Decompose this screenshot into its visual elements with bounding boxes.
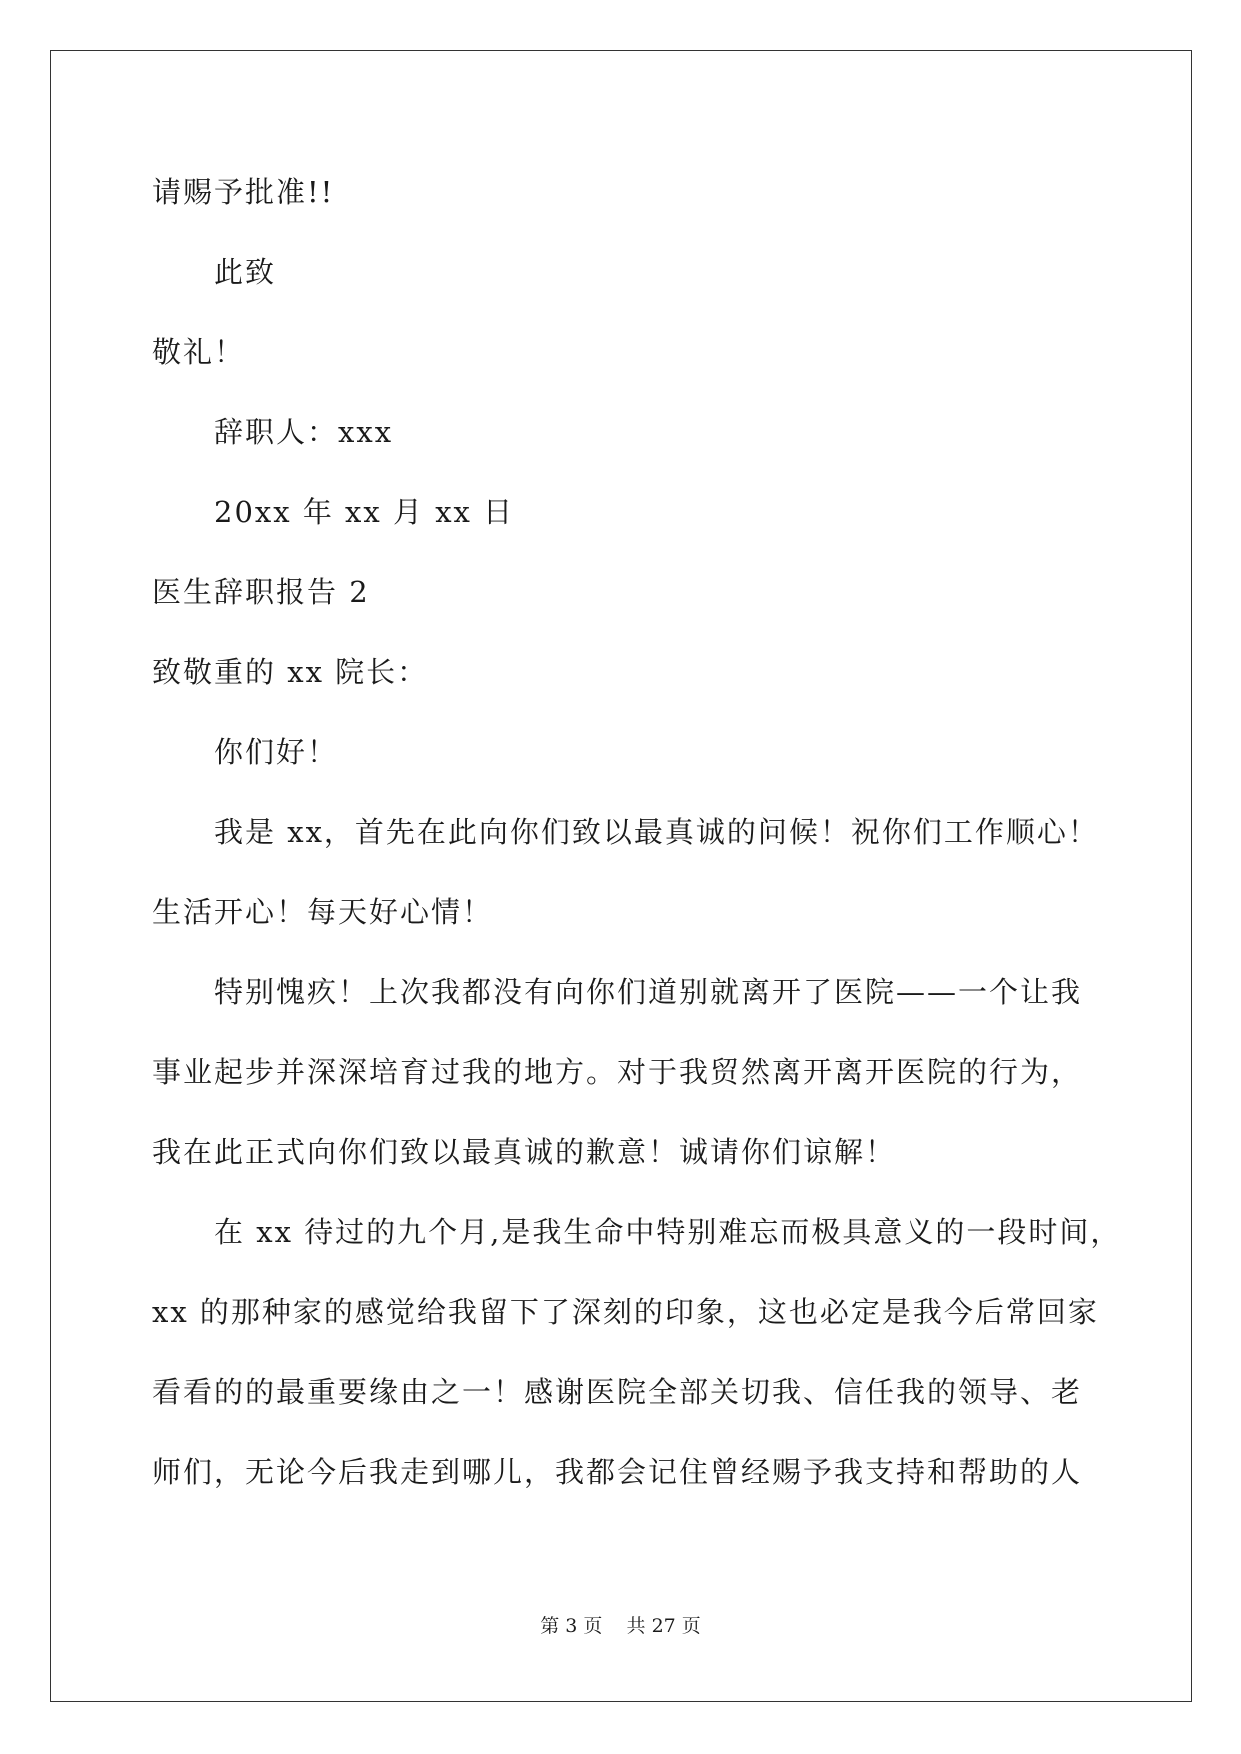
text-line: 请赐予批准!! [152, 175, 335, 209]
text-line: 师们，无论今后我走到哪儿，我都会记住曾经赐予我支持和帮助的人 [152, 1455, 1083, 1489]
text-line: 特别愧疚！上次我都没有向你们道别就离开了医院——一个让我 [214, 975, 1083, 1009]
text-line: 你们好！ [214, 735, 339, 769]
text-line: 辞职人：xxx [214, 415, 394, 449]
text-line: 此致 [214, 255, 277, 289]
text-line: 事业起步并深深培育过我的地方。对于我贸然离开离开医院的行为， [152, 1055, 1083, 1089]
text-line: 在 xx 待过的九个月,是我生命中特别难忘而极具意义的一段时间， [214, 1215, 1122, 1249]
text-line: 20xx 年 xx 月 xx 日 [214, 495, 515, 529]
text-line: 生活开心！每天好心情！ [152, 895, 494, 929]
text-line: 看看的的最重要缘由之一！感谢医院全部关切我、信任我的领导、老 [152, 1375, 1083, 1409]
page-footer: 第 3 页 共 27 页 [540, 1615, 701, 1637]
text-line: 致敬重的 xx 院长： [152, 655, 429, 689]
text-line: 我在此正式向你们致以最真诚的歉意！诚请你们谅解！ [152, 1135, 897, 1169]
text-line: 我是 xx，首先在此向你们致以最真诚的问候！祝你们工作顺心！ [214, 815, 1099, 849]
text-line: 敬礼！ [152, 335, 246, 369]
text-line: xx 的那种家的感觉给我留下了深刻的印象，这也必定是我今后常回家 [152, 1295, 1099, 1329]
section-heading: 医生辞职报告 2 [152, 575, 370, 609]
